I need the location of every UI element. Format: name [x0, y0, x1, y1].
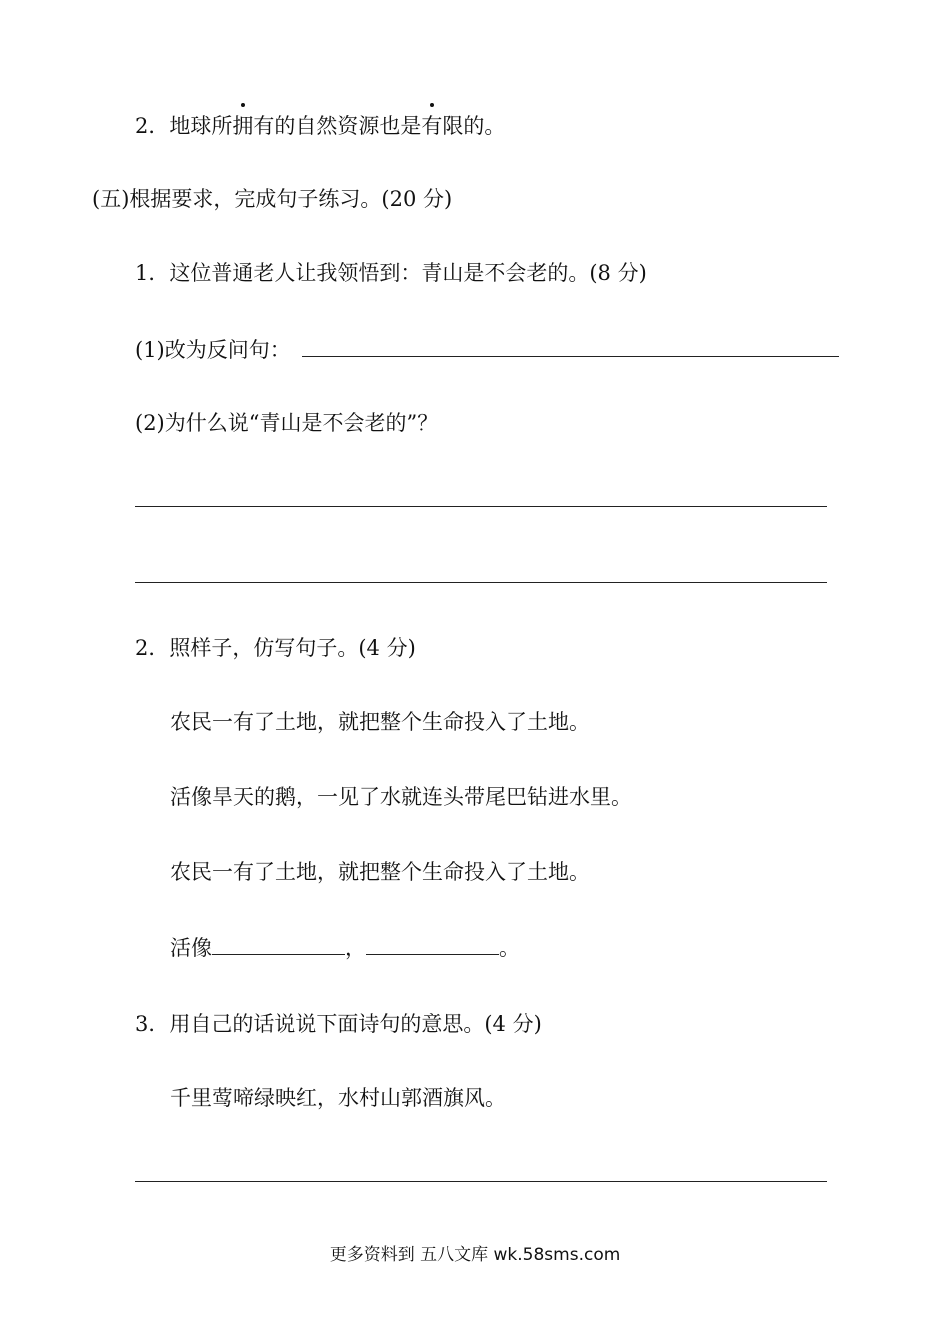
- question-1-sub2: (2)为什么说“青山是不会老的”？: [135, 411, 439, 435]
- footer-text: 更多资料到 五八文库 wk.58sms.com: [329, 1245, 621, 1265]
- sentence-part: 限的。: [442, 114, 506, 138]
- fill-in-sentence: [170, 932, 520, 963]
- fill-prefix: 活像: [170, 936, 212, 960]
- question-1-stem: 1．这位普通老人让我领悟到：青山是不会老的。(8 分): [135, 261, 647, 285]
- fill-end: 。: [499, 936, 520, 960]
- section-5-title: (五)根据要求，完成句子练习。(20 分): [92, 187, 453, 211]
- emphasis-dot-char: 有: [421, 111, 442, 141]
- fill-blank-1[interactable]: [212, 932, 345, 955]
- example-sentence-2: 活像旱天的鹅，一见了水就连头带尾巴钻进水里。: [170, 785, 632, 809]
- answer-line-rhetorical[interactable]: [302, 356, 839, 357]
- sub1-label: (1)改为反问句：: [135, 338, 291, 362]
- poem-line: 千里莺啼绿映红，水村山郭酒旗风。: [170, 1086, 506, 1110]
- emphasis-dot-char: 拥: [232, 111, 253, 141]
- answer-line-poem[interactable]: [135, 1181, 827, 1182]
- sentence-part: 地球所: [169, 114, 233, 138]
- question-2-stem: 2．照样子，仿写句子。(4 分): [135, 636, 416, 660]
- question-1-sub1: [135, 335, 291, 365]
- answer-line-2[interactable]: [135, 582, 827, 583]
- sentence-part: 有的自然资源也是: [253, 114, 422, 138]
- example-sentence-3: 农民一有了土地，就把整个生命投入了土地。: [170, 860, 590, 884]
- question-3-stem: 3．用自己的话说说下面诗句的意思。(4 分): [135, 1012, 542, 1036]
- question-2-previous: [135, 111, 505, 141]
- answer-line-1[interactable]: [135, 506, 827, 507]
- example-sentence-1: 农民一有了土地，就把整个生命投入了土地。: [170, 710, 590, 734]
- question-number: 2．: [135, 114, 170, 138]
- fill-comma: ，: [345, 936, 366, 960]
- fill-blank-2[interactable]: [366, 932, 499, 955]
